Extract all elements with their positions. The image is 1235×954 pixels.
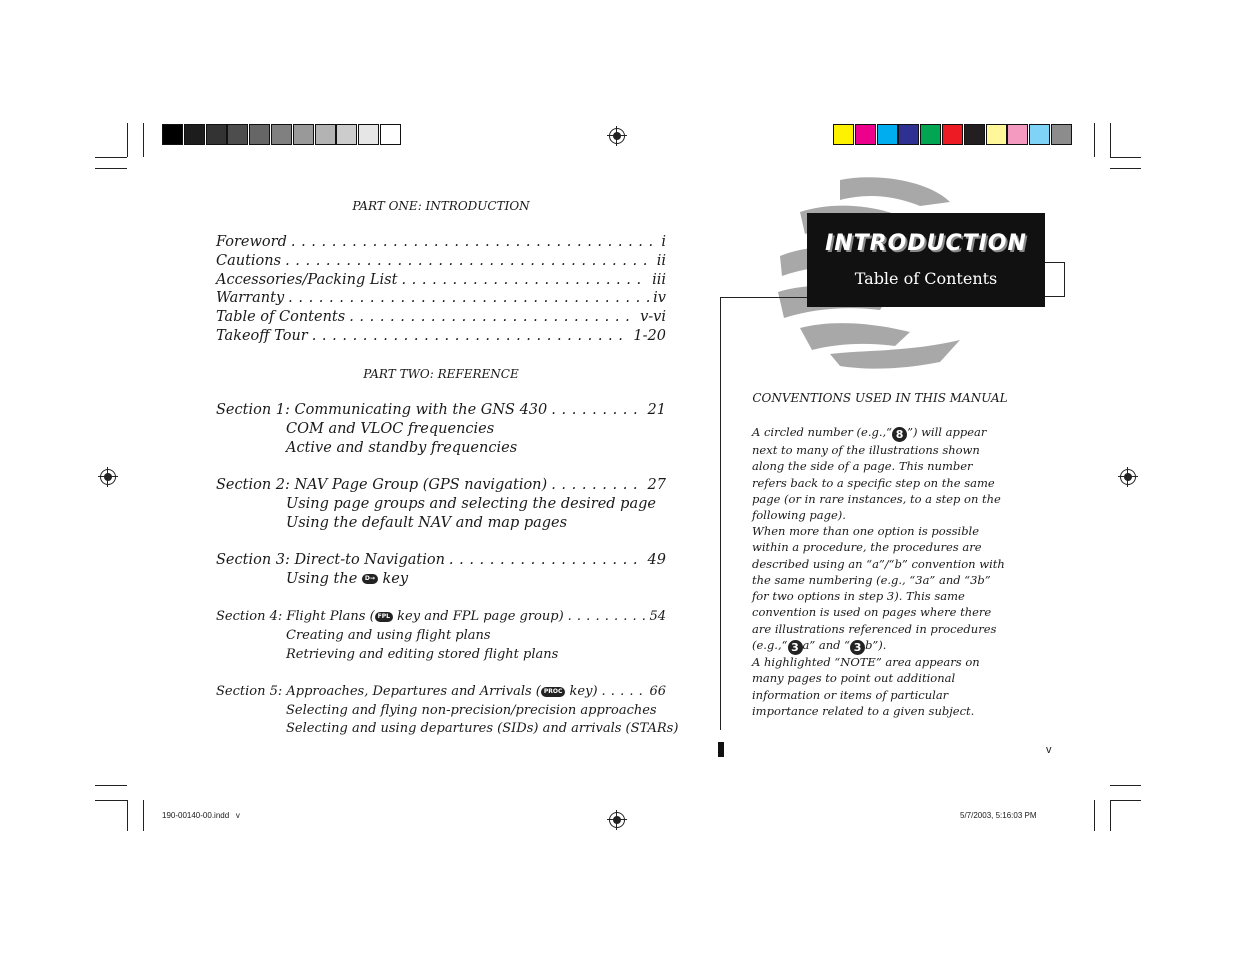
toc-subentry: Selecting and using departures (SIDs) and arrivals (STARs) <box>286 721 679 736</box>
footer-timestamp: 5/7/2003, 5:16:03 PM <box>960 811 1037 820</box>
crop-mark <box>1110 168 1141 169</box>
toc-subentry: Using the default NAV and map pages <box>286 515 568 531</box>
toc-section: Section 3: Direct-to Navigation . . . 49 <box>216 552 666 568</box>
toc-section: Section 5: Approaches, Departures and Arrivals ( PROC key) . . . 66 <box>216 684 666 699</box>
crop-mark <box>95 157 127 158</box>
color-swatch <box>249 124 270 145</box>
color-swatch <box>964 124 985 145</box>
part-two-title: PART TWO: REFERENCE <box>363 367 519 381</box>
banner-rule <box>720 297 721 730</box>
color-swatch <box>380 124 401 145</box>
crop-mark <box>127 800 128 831</box>
color-swatch <box>942 124 963 145</box>
toc-subentry: Using the D→ key <box>286 571 409 587</box>
crop-mark <box>95 168 127 169</box>
conventions-title: CONVENTIONS USED IN THIS MANUAL <box>752 391 1008 405</box>
color-swatch <box>877 124 898 145</box>
color-swatch <box>986 124 1007 145</box>
crop-mark <box>1094 123 1095 157</box>
toc-entry: Warranty . . . iv <box>216 290 666 306</box>
crop-mark <box>143 800 144 831</box>
crop-mark <box>95 785 127 786</box>
step-number-icon: 8 <box>892 427 907 442</box>
registration-mark-icon <box>100 469 116 485</box>
toc-subentry: COM and VLOC frequencies <box>286 421 495 437</box>
banner-tab <box>1044 262 1065 297</box>
color-swatch <box>898 124 919 145</box>
color-swatch <box>1029 124 1050 145</box>
crop-mark <box>1110 800 1111 831</box>
toc-subentry: Selecting and flying non-precision/precision approaches <box>286 703 657 718</box>
crop-mark <box>143 123 144 157</box>
conventions-paragraph: A highlighted “NOTE” area appears on many pages to point out additional information or items of particular importance related to a given subject. <box>752 655 980 718</box>
color-swatch <box>162 124 183 145</box>
toc-section: Section 2: NAV Page Group (GPS navigation) . . . 27 <box>216 477 666 493</box>
registration-mark-icon <box>609 128 625 144</box>
step-number-icon: 3 <box>850 640 865 655</box>
part-one-title: PART ONE: INTRODUCTION <box>352 199 530 213</box>
color-swatch <box>227 124 248 145</box>
crop-mark <box>1094 800 1095 831</box>
fpl-key-icon: FPL <box>375 612 393 622</box>
registration-mark-icon <box>609 812 625 828</box>
crop-mark <box>1110 157 1141 158</box>
color-swatch <box>920 124 941 145</box>
color-swatch <box>1007 124 1028 145</box>
color-swatch <box>271 124 292 145</box>
toc-section: Section 1: Communicating with the GNS 430 . . . 21 <box>216 402 666 418</box>
page-number: v <box>1046 744 1052 756</box>
color-swatch <box>833 124 854 145</box>
toc-entry: Accessories/Packing List . . . iii <box>216 272 666 288</box>
toc-entry: Takeoff Tour . . . 1-20 <box>216 328 666 344</box>
banner-rule <box>720 297 808 298</box>
banner-subheading: Table of Contents <box>854 269 998 288</box>
toc-subentry: Active and standby frequencies <box>286 440 518 456</box>
toc-entry: Foreword . . . i <box>216 234 666 250</box>
color-swatch <box>336 124 357 145</box>
crop-mark <box>1110 123 1111 157</box>
conventions-paragraph: When more than one option is possible within a procedure, the procedures are described using an “a”/“b” convention with the same numbering (e.g., “3a” and “3b” for two options in step 3). This same convention is used on pages where there are illustrations referenced in procedures (e.g.,“ 3 a” and “ 3 b”). <box>752 524 1005 655</box>
color-swatch <box>293 124 314 145</box>
direct-to-key-icon: D→ <box>362 574 378 584</box>
color-swatch <box>206 124 227 145</box>
crop-mark <box>1110 800 1141 801</box>
crop-mark <box>95 800 127 801</box>
color-swatch <box>1051 124 1072 145</box>
toc-subentry: Creating and using flight plans <box>286 628 491 643</box>
crop-mark <box>1110 785 1141 786</box>
toc-subentry: Using page groups and selecting the desired page <box>286 496 656 512</box>
conventions-paragraph: A circled number (e.g.,“ 8 ”) will appear next to many of the illustrations shown along the side of a page. This number refers back to a specific step on the same page (or in rare instances, to a step on the following page). <box>752 425 1001 523</box>
crop-mark <box>127 123 128 157</box>
banner-heading: INTRODUCTION <box>825 231 1027 256</box>
toc-subentry: Retrieving and editing stored flight plans <box>286 647 559 662</box>
color-swatch <box>855 124 876 145</box>
toc-entry: Table of Contents . . . v-vi <box>216 309 666 325</box>
footer-filename: 190-00140-00.indd v <box>162 811 240 820</box>
color-swatch <box>184 124 205 145</box>
page-marker <box>718 742 724 757</box>
toc-entry: Cautions . . . ii <box>216 253 666 269</box>
color-swatch <box>315 124 336 145</box>
toc-section: Section 4: Flight Plans ( FPL key and FPL page group) . . . 54 <box>216 609 666 624</box>
color-swatch <box>358 124 379 145</box>
section-banner <box>807 213 1045 307</box>
registration-mark-icon <box>1120 469 1136 485</box>
step-number-icon: 3 <box>788 640 803 655</box>
proc-key-icon: PROC <box>541 687 566 697</box>
